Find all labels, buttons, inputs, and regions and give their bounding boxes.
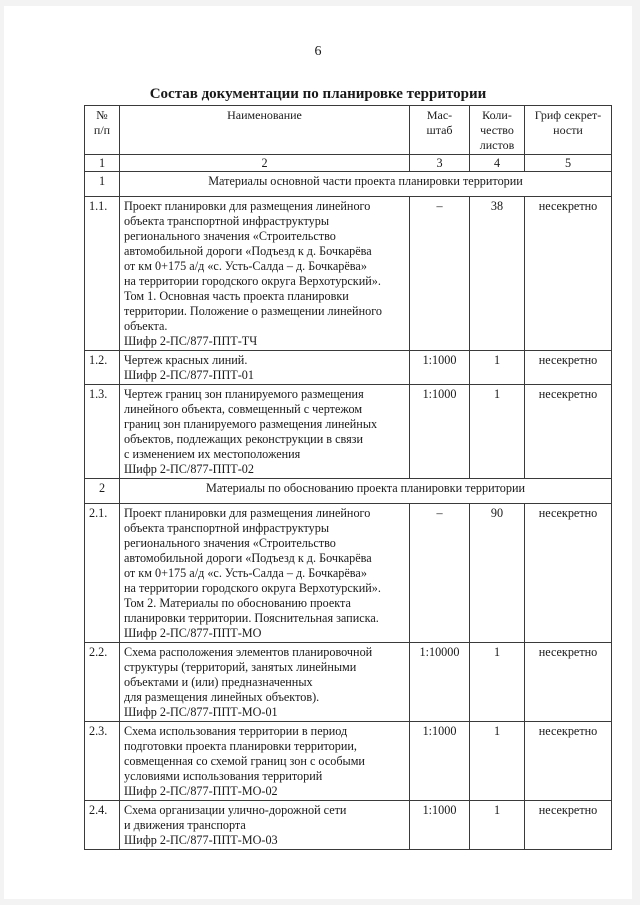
- item-name-line: автомобильной дороги «Подъезд к д. Бочкарёва: [124, 551, 372, 565]
- item-name-line: Проект планировки для размещения линейного: [124, 199, 371, 213]
- column-number-row: [85, 155, 612, 172]
- item-name: [120, 504, 410, 643]
- header-scale: Мас- штаб: [410, 106, 470, 155]
- column-number: 1: [85, 155, 120, 172]
- item-name-line: автомобильной дороги «Подъезд к д. Бочкарёва: [124, 244, 372, 258]
- item-name-line: от км 0+175 а/д «с. Усть-Салда – д. Бочкарёва»: [124, 566, 367, 580]
- item-name: [120, 385, 410, 479]
- item-name: [120, 351, 410, 385]
- item-sheet-count: 1: [470, 351, 525, 385]
- item-scale: –: [410, 504, 470, 643]
- item-name-line: Том 1. Основная часть проекта планировки: [124, 289, 349, 303]
- item-name-line: планировки территории. Пояснительная записка.: [124, 611, 379, 625]
- item-name-line: от км 0+175 а/д «с. Усть-Салда – д. Бочкарёва»: [124, 259, 367, 273]
- item-name: [120, 643, 410, 722]
- item-name-line: Проект планировки для размещения линейного: [124, 506, 371, 520]
- item-name-line: структуры (территорий, занятых линейными: [124, 660, 357, 674]
- item-name-line: объектами и (или) предназначенных: [124, 675, 313, 689]
- section-row: [85, 479, 612, 504]
- documentation-table: [84, 105, 612, 850]
- column-number: 5: [525, 155, 612, 172]
- table-row: [85, 351, 612, 385]
- item-name-line: Том 2. Материалы по обоснованию проекта: [124, 596, 351, 610]
- item-name-line: Шифр 2-ПС/877-ППТ-02: [124, 462, 254, 476]
- item-name: [120, 722, 410, 801]
- item-name-line: подготовки проекта планировки территории,: [124, 739, 357, 753]
- item-name-line: Схема организации улично-дорожной сети: [124, 803, 347, 817]
- item-name-line: Шифр 2-ПС/877-ППТ-МО: [124, 626, 262, 640]
- item-name-line: Шифр 2-ПС/877-ППТ-01: [124, 368, 254, 382]
- item-name-line: на территории городского округа Верхотурский».: [124, 274, 381, 288]
- item-number: 1.1.: [85, 197, 120, 351]
- item-name-line: объекта.: [124, 319, 168, 333]
- section-title: Материалы основной части проекта планировки территории: [120, 172, 612, 197]
- page-number: 6: [314, 44, 322, 59]
- item-secrecy: несекретно: [525, 722, 612, 801]
- item-scale: 1:1000: [410, 351, 470, 385]
- item-name-line: Схема расположения элементов планировочной: [124, 645, 373, 659]
- item-number: 2.2.: [85, 643, 120, 722]
- item-name-line: линейного объекта, совмещенный с чертежом: [124, 402, 363, 416]
- item-sheet-count: 38: [470, 197, 525, 351]
- item-name-line: совмещенная со схемой границ зон с особыми: [124, 754, 365, 768]
- header-secrecy: Гриф секрет- ности: [525, 106, 612, 155]
- item-number: 1.2.: [85, 351, 120, 385]
- item-secrecy: несекретно: [525, 385, 612, 479]
- item-name: [120, 801, 410, 850]
- item-name-line: регионального значения «Строительство: [124, 229, 336, 243]
- item-secrecy: несекретно: [525, 504, 612, 643]
- item-name: [120, 197, 410, 351]
- item-sheet-count: 1: [470, 385, 525, 479]
- item-name-line: границ зон планируемого размещения линейных: [124, 417, 378, 431]
- header-sheet-count: Коли- чество листов: [470, 106, 525, 155]
- item-scale: 1:1000: [410, 722, 470, 801]
- item-secrecy: несекретно: [525, 197, 612, 351]
- item-scale: 1:10000: [410, 643, 470, 722]
- item-name-line: объектов, подлежащих реконструкции в связи: [124, 432, 364, 446]
- header-num: № п/п: [85, 106, 120, 155]
- item-scale: 1:1000: [410, 385, 470, 479]
- table-header-row: [85, 106, 612, 155]
- item-name-line: регионального значения «Строительство: [124, 536, 336, 550]
- column-number: 3: [410, 155, 470, 172]
- table-row: [85, 801, 612, 850]
- item-scale: 1:1000: [410, 801, 470, 850]
- item-name-line: Чертеж красных линий.: [124, 353, 248, 367]
- table-row: [85, 722, 612, 801]
- item-scale: –: [410, 197, 470, 351]
- item-name-line: территории. Положение о размещении линейного: [124, 304, 382, 318]
- item-name-line: Шифр 2-ПС/877-ППТ-МО-01: [124, 705, 278, 719]
- table-row: [85, 643, 612, 722]
- item-secrecy: несекретно: [525, 643, 612, 722]
- item-number: 2.4.: [85, 801, 120, 850]
- item-secrecy: несекретно: [525, 351, 612, 385]
- item-name-line: для размещения линейных объектов).: [124, 690, 320, 704]
- item-name-line: Шифр 2-ПС/877-ППТ-ТЧ: [124, 334, 258, 348]
- item-name-line: условиями использования территорий: [124, 769, 323, 783]
- table-row: [85, 385, 612, 479]
- item-name-line: на территории городского округа Верхотурский».: [124, 581, 381, 595]
- table-body: [85, 172, 612, 850]
- header-name: Наименование: [120, 106, 410, 155]
- item-number: 1.3.: [85, 385, 120, 479]
- item-sheet-count: 90: [470, 504, 525, 643]
- document-page: [4, 6, 632, 899]
- item-name-line: Схема использования территории в период: [124, 724, 348, 738]
- section-number: 2: [85, 479, 120, 504]
- item-name-line: Шифр 2-ПС/877-ППТ-МО-03: [124, 833, 278, 847]
- item-sheet-count: 1: [470, 801, 525, 850]
- item-sheet-count: 1: [470, 643, 525, 722]
- section-title: Материалы по обоснованию проекта планировки территории: [120, 479, 612, 504]
- item-sheet-count: 1: [470, 722, 525, 801]
- item-name-line: Чертеж границ зон планируемого размещения: [124, 387, 364, 401]
- item-name-line: и движения транспорта: [124, 818, 246, 832]
- item-number: 2.3.: [85, 722, 120, 801]
- column-number: 2: [120, 155, 410, 172]
- table-row: [85, 504, 612, 643]
- document-title: Состав документации по планировке территории: [149, 86, 487, 102]
- item-name-line: объекта транспортной инфраструктуры: [124, 521, 330, 535]
- section-number: 1: [85, 172, 120, 197]
- item-number: 2.1.: [85, 504, 120, 643]
- item-name-line: Шифр 2-ПС/877-ППТ-МО-02: [124, 784, 278, 798]
- item-name-line: объекта транспортной инфраструктуры: [124, 214, 330, 228]
- section-row: [85, 172, 612, 197]
- item-secrecy: несекретно: [525, 801, 612, 850]
- table-row: [85, 197, 612, 351]
- item-name-line: с изменением их местоположения: [124, 447, 301, 461]
- column-number: 4: [470, 155, 525, 172]
